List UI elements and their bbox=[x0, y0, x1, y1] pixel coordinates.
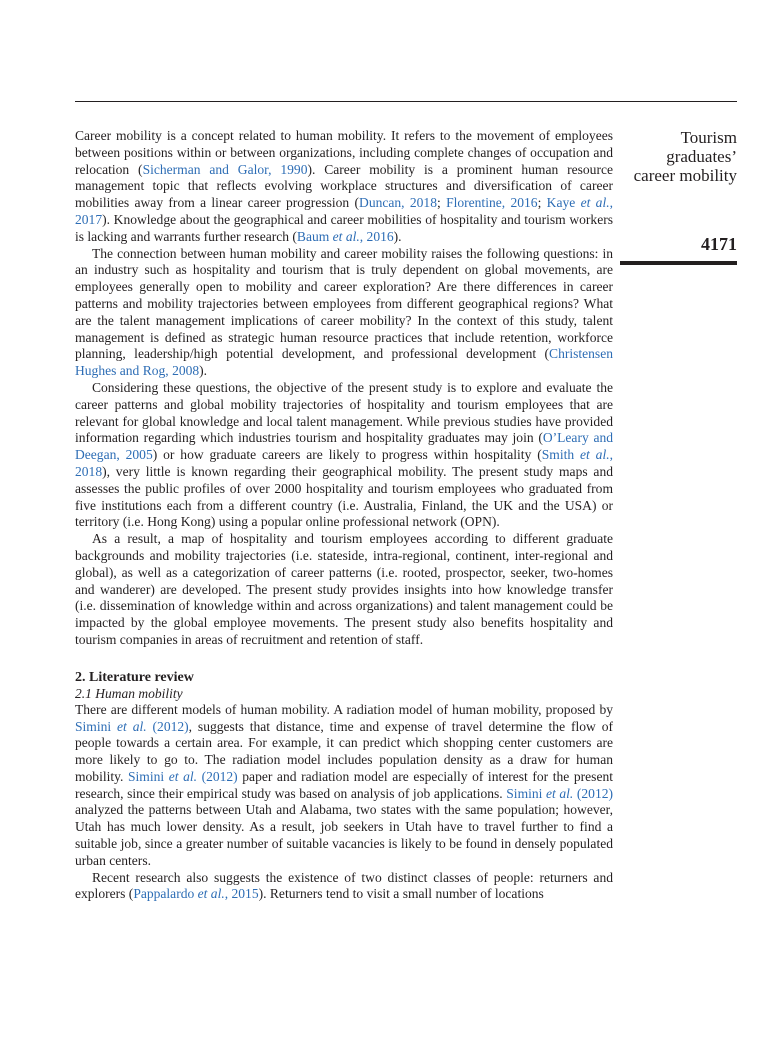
citation-year: , 2016 bbox=[359, 228, 394, 244]
paragraph bbox=[75, 870, 613, 904]
citation-etal: et al. bbox=[168, 768, 197, 784]
citation-etal: et al. bbox=[117, 718, 147, 734]
citation-author: Kaye bbox=[546, 195, 581, 211]
citation-link[interactable] bbox=[133, 886, 258, 901]
page-number-rule bbox=[620, 261, 737, 265]
citation-link[interactable]: Christensen Hughes and Rog, 2008 bbox=[75, 346, 613, 379]
citation-year: (2012) bbox=[573, 785, 613, 801]
running-head bbox=[620, 128, 737, 185]
text-run: ). Knowledge about the geographical and career mobilities of hospitality and tourism workers is lacking and warrants further research ( bbox=[75, 211, 613, 244]
text-run: The connection between human mobility and career mobility raises the following questions: in an industry such as hospitality and tourism that is truly dependent on global movements, are employees generally open to mobility and career exploration? Are there differences in career patterns and mobility trajectories between employees from different geographical regions? What are the talent management implications of career mobility? In the context of this study, talent management is defined as strategic human resource practices that include retention, workforce planning, leadership/high potential development, and professional development ( bbox=[75, 245, 613, 362]
citation-year: (2012) bbox=[197, 768, 238, 784]
citation-etal: et al. bbox=[546, 785, 574, 801]
citation-year: , 2018 bbox=[75, 447, 613, 479]
citation-author: Baum bbox=[296, 228, 333, 244]
text-run: ; bbox=[537, 195, 547, 211]
citation-author: Pappalardo bbox=[133, 886, 198, 902]
citation-link[interactable]: Florentine, 2016 bbox=[446, 195, 538, 211]
citation-year: (2012) bbox=[146, 718, 189, 734]
citation-link[interactable] bbox=[75, 719, 189, 734]
text-run: Considering these questions, the objective of the present study is to explore and evaluate the career patterns and global mobility trajectories of hospitality and tourism employees that are relevant for global knowledge and local talent management. While previous studies have provided information regarding which industries tourism and hospitality graduates may join ( bbox=[75, 379, 613, 446]
text-run: ; bbox=[436, 195, 447, 211]
text-run: analyzed the patterns between Utah and Alabama, two states with the same population; however, Utah has much lower density. As a result, job seekers in Utah have to travel further to find a suitable job, since a greater number of suitable vacancies is likely to be found in densely populated urban centers. bbox=[75, 802, 613, 868]
citation-year: , 2017 bbox=[75, 195, 613, 227]
paragraph bbox=[75, 702, 613, 870]
text-run: paper and radiation model are especially of interest for the present research, since their empirical study was based on analysis of job applications. bbox=[75, 768, 613, 801]
text-run: There are different models of human mobility. A radiation model of human mobility, proposed by bbox=[75, 701, 613, 717]
running-head-line: career mobility bbox=[633, 166, 737, 185]
section-heading: 2. Literature review bbox=[75, 669, 194, 685]
citation-etal: et al. bbox=[332, 228, 360, 244]
page-number: 4171 bbox=[701, 234, 737, 254]
citation-author: Simini bbox=[128, 768, 169, 784]
citation-author: Simini bbox=[506, 785, 546, 801]
citation-author: Simini bbox=[75, 718, 118, 734]
text-run: ). bbox=[393, 228, 402, 244]
margin-column bbox=[620, 128, 737, 254]
citation-link[interactable]: O’Leary and Deegan, 2005 bbox=[75, 430, 614, 463]
running-head-line: graduates’ bbox=[666, 147, 737, 166]
top-rule bbox=[75, 101, 737, 102]
citation-etal: et al. bbox=[580, 447, 610, 463]
citation-year: , 2015 bbox=[224, 886, 259, 902]
text-run: ), very little is known regarding their geographical mobility. The present study maps and assesses the public profiles of over 2000 hospitality and tourism employees who graduated from five institutions each from a different country (i.e. Australia, Finland, the UK and the USA) or territory (i.e. Hong Kong) using a popular online professional network (OPN). bbox=[75, 463, 613, 530]
running-head-line: Tourism bbox=[680, 128, 737, 147]
paragraph bbox=[75, 128, 613, 246]
citation-link[interactable] bbox=[297, 229, 394, 244]
citation-link[interactable] bbox=[506, 786, 613, 801]
text-run: ) or how graduate careers are likely to progress within hospitality ( bbox=[152, 447, 542, 463]
text-run: ). Career mobility is a prominent human resource management topic that reflects evolving workplace structures and diversification of career mobilities away from a linear career progression ( bbox=[75, 161, 613, 211]
paragraph bbox=[75, 531, 613, 649]
text-run: ). Returners tend to visit a small number of locations bbox=[258, 886, 544, 902]
subsection-heading: 2.1 Human mobility bbox=[75, 685, 183, 701]
text-run: ). bbox=[199, 363, 208, 379]
text-run: Recent research also suggests the existence of two distinct classes of people: returners and explorers ( bbox=[75, 869, 613, 902]
paragraph bbox=[75, 380, 613, 531]
text-run: , suggests that distance, time and expense of travel determine the flow of people towards a certain area. For example, it can predict which shopping center customers are more likely to go to. The radiation model includes population density as a draw for human mobility. bbox=[75, 718, 613, 784]
citation-etal: et al. bbox=[197, 886, 225, 902]
paragraph bbox=[75, 246, 613, 380]
citation-etal: et al. bbox=[580, 195, 610, 211]
citation-link[interactable]: Duncan, 2018 bbox=[359, 195, 437, 211]
citation-link[interactable] bbox=[128, 769, 238, 784]
article-body bbox=[75, 128, 613, 903]
text-run: As a result, a map of hospitality and tourism employees according to different graduate backgrounds and mobility trajectories (i.e. stateside, intra-regional, continent, inter-regional and global), as well as a categorization of career patterns (i.e. rooted, prospector, seeker, two-homes and wanderer) are developed. The present study provides insights into how knowledge transfer (i.e. dissemination of knowledge within and across organizations) and talent management could be impacted by the global employee movements. The present study also benefits hospitality and tourism companies in areas of recruitment and retention of staff. bbox=[75, 531, 613, 647]
citation-author: Smith bbox=[541, 447, 581, 463]
text-run: Career mobility is a concept related to human mobility. It refers to the movement of employees between positions within or between organizations, including complete changes of occupation and relocation ( bbox=[75, 128, 613, 177]
citation-link[interactable]: Sicherman and Galor, 1990 bbox=[142, 161, 308, 177]
